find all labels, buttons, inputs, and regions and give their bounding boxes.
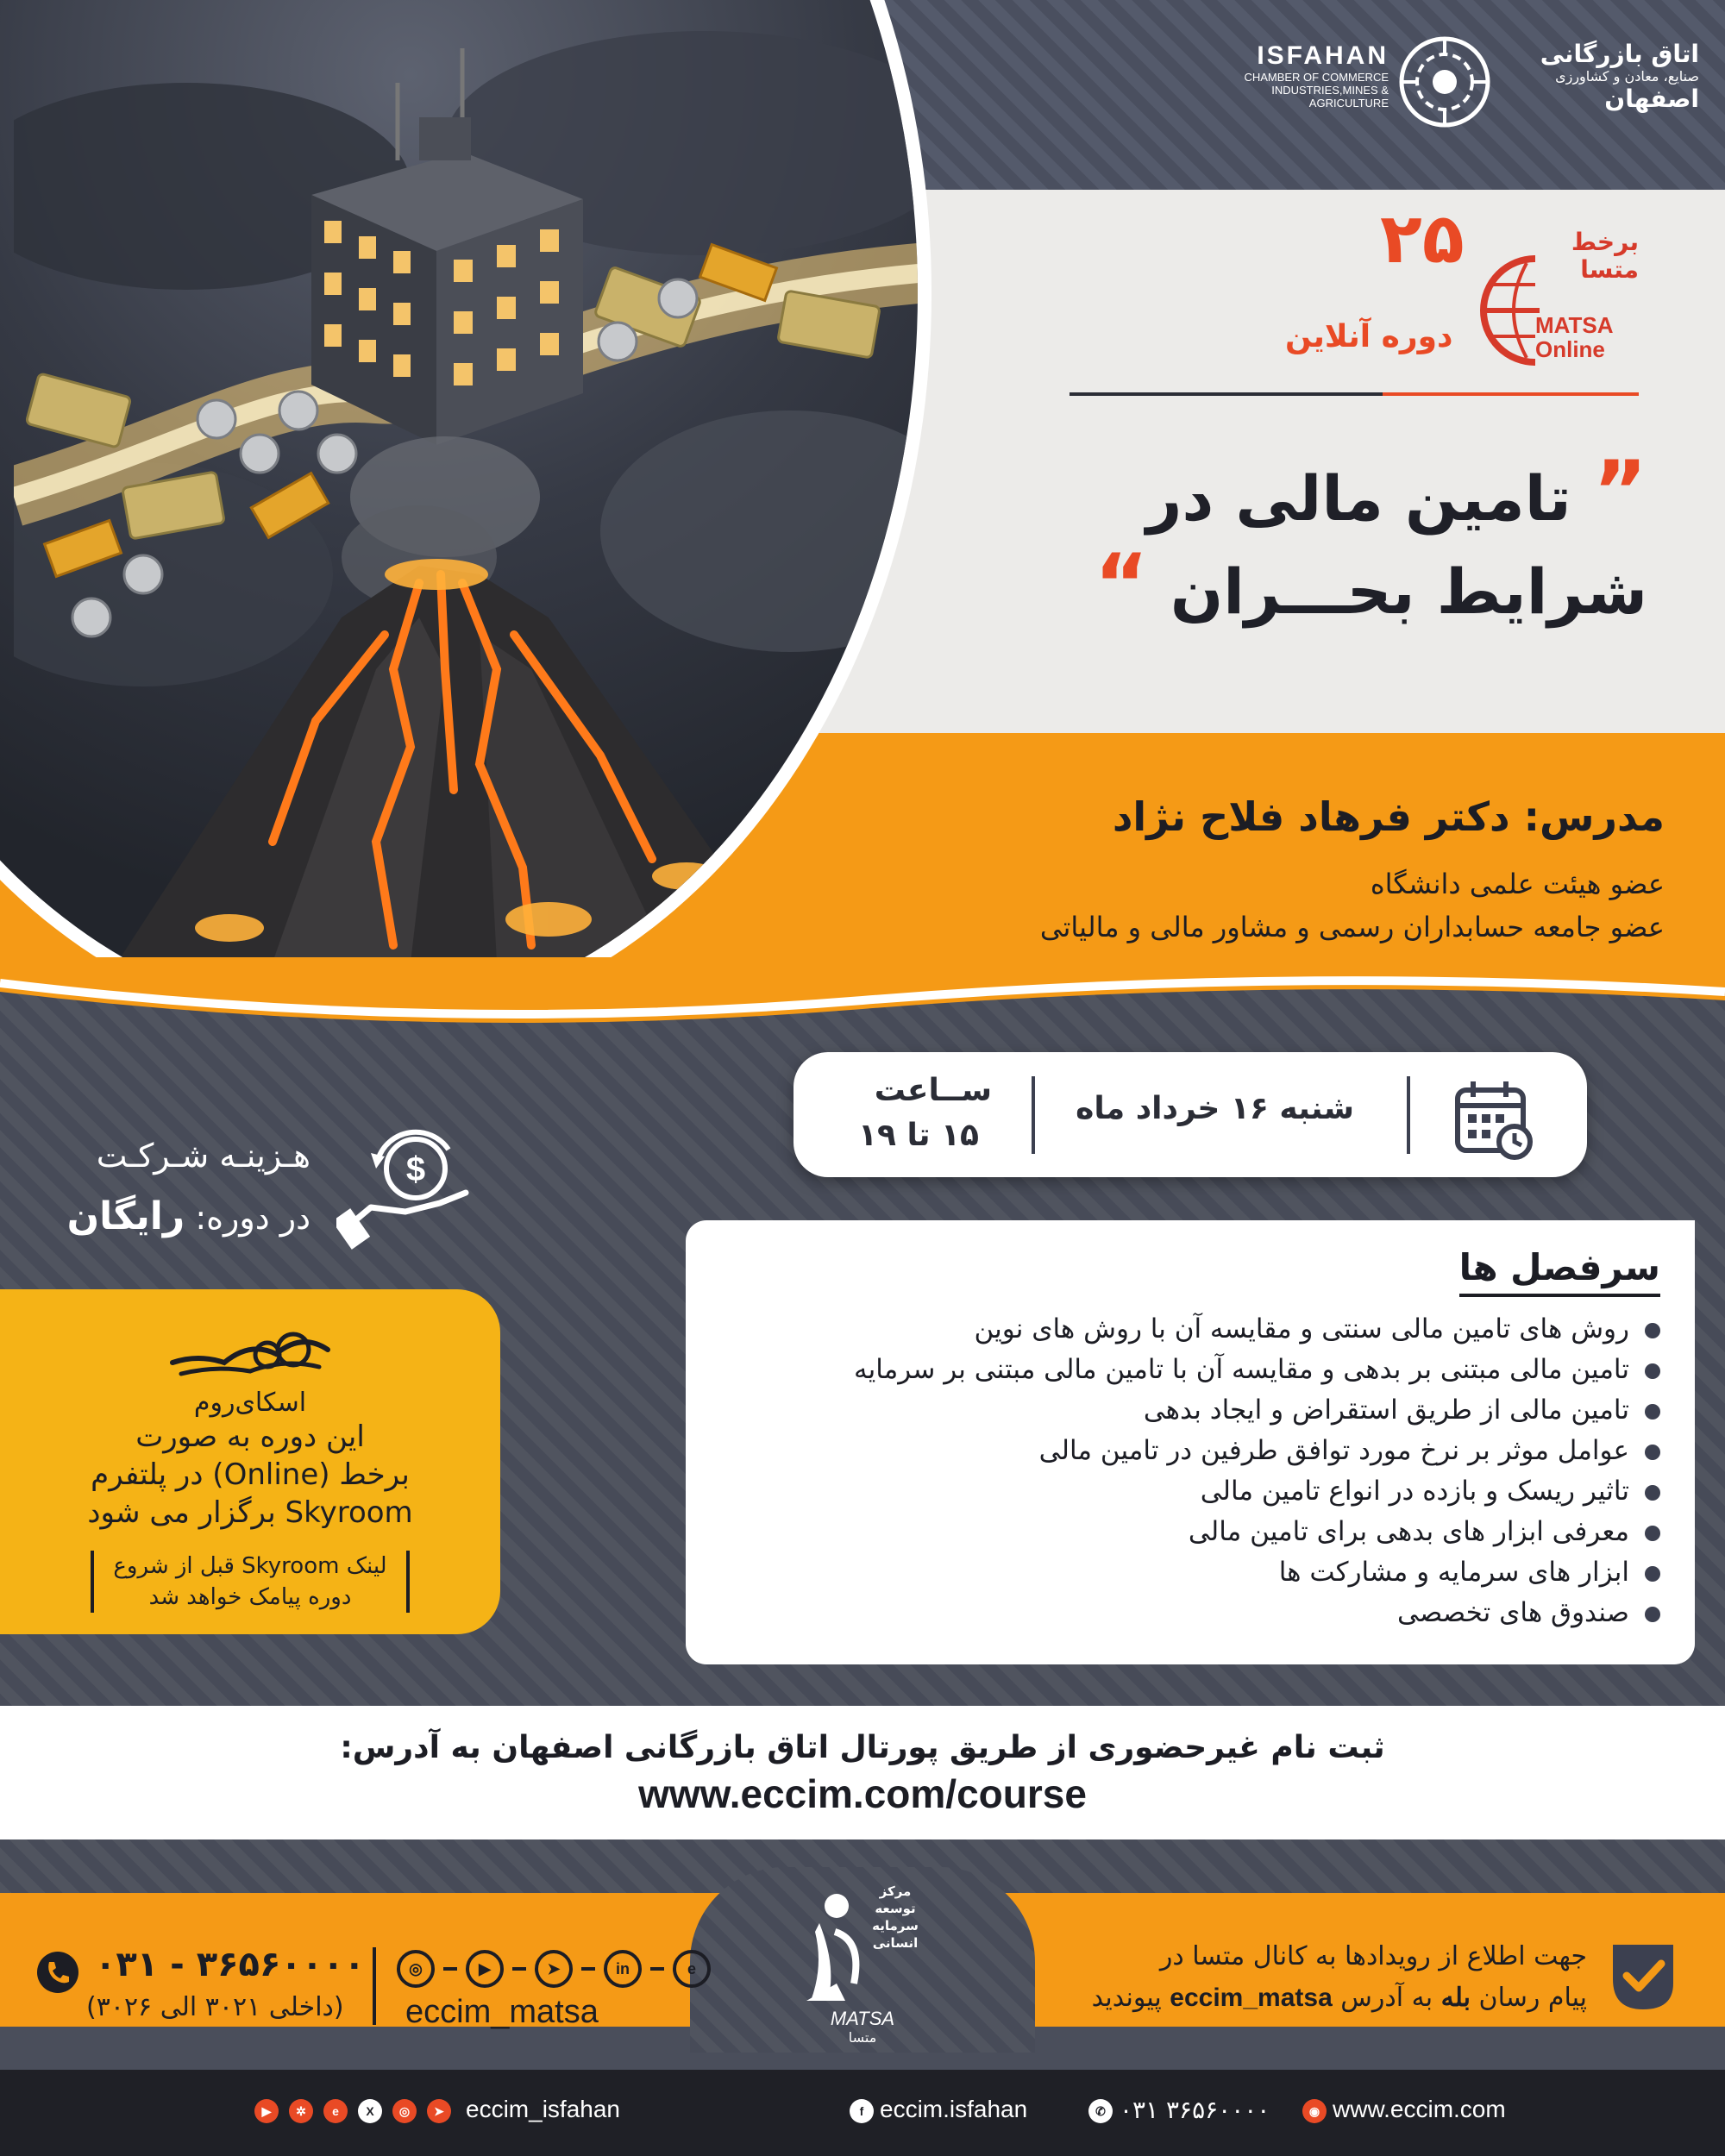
list-item: تاثیر ریسک و بازده در انواع تامین مالی <box>720 1471 1660 1512</box>
channel-line2-a: پیام رسان <box>1478 1983 1587 2013</box>
center-logo-line2: توسعه <box>875 1901 916 1916</box>
connector <box>512 1967 526 1971</box>
list-item: عوامل موثر بر نرخ مورد توافق طرفین در تامین مالی <box>720 1431 1660 1471</box>
calendar-clock-icon <box>1452 1078 1535 1161</box>
social-handle[interactable]: eccim_matsa <box>405 1994 599 2030</box>
title-divider <box>1070 392 1639 396</box>
matsa-en-line2: Online <box>1535 336 1605 362</box>
matsa-en-name <box>1535 313 1614 361</box>
episode-number: ۲۵ <box>1380 198 1465 279</box>
open-quote: ” <box>1592 443 1647 540</box>
youtube-icon[interactable]: ▶ <box>254 2099 279 2123</box>
connector <box>581 1967 595 1971</box>
schedule-divider <box>1032 1076 1035 1154</box>
fee-prefix: در دوره: <box>195 1199 310 1237</box>
registration-link[interactable]: www.eccim.com/course <box>638 1771 1087 1816</box>
syllabus-card <box>686 1220 1695 1664</box>
social-icons-row <box>397 1947 711 1990</box>
channel-messenger-name: بله <box>1440 1984 1471 2012</box>
money-hand-icon <box>336 1125 474 1255</box>
matsa-center-logo <box>785 1871 940 2044</box>
chamber-latin-name <box>1216 41 1389 110</box>
telegram-icon[interactable]: ➤ <box>535 1950 573 1988</box>
skyroom-fa-name: اسکای‌روم <box>193 1388 307 1418</box>
telegram-icon[interactable]: ➤ <box>427 2099 451 2123</box>
instructor-block <box>906 793 1665 949</box>
center-logo-fa: متسا <box>848 2029 877 2044</box>
chamber-emblem-icon <box>1397 34 1492 129</box>
instagram-icon[interactable]: ◎ <box>397 1950 435 1988</box>
instructor-role-1: عضو هیئت علمی دانشگاه <box>1370 868 1665 900</box>
fee-label: هـزینـه شـرکـت <box>96 1137 310 1175</box>
syllabus-title: سرفصل ها <box>1459 1246 1660 1297</box>
chamber-persian-name <box>1501 40 1699 113</box>
matsa-online-logo <box>1475 229 1647 375</box>
footer-facebook[interactable]: eccim.isfahan <box>880 2096 1028 2122</box>
title-line1: تامین مالی در <box>1145 462 1571 535</box>
hero-image <box>0 0 932 1035</box>
phone-extension: (داخلی ۳۰۲۱ الی ۳۰۲۶) <box>86 1992 344 2022</box>
section-wave <box>0 957 1725 1035</box>
channel-line1: جهت اطلاع از رویدادها به کانال متسا در <box>1159 1941 1587 1971</box>
time-label: ســاعت <box>874 1073 992 1108</box>
center-logo-en: MATSA <box>830 2008 895 2029</box>
chamber-fa-line1: اتاق بازرگانی <box>1540 40 1699 68</box>
list-item: تامین مالی مبتنی بر بدهی و مقایسه آن با تامین مالی مبتنی بر سرمایه <box>720 1350 1660 1390</box>
svg-text:$: $ <box>405 1150 426 1188</box>
channel-info <box>1018 1936 1587 2019</box>
globe-icon <box>1475 246 1544 375</box>
registration-text: ثبت نام غیرحضوری از طریق پورتال اتاق بازرگانی اصفهان به آدرس: <box>340 1730 1385 1765</box>
skyroom-cloud-icon <box>164 1324 336 1384</box>
whatsapp-icon[interactable]: ✆ <box>1088 2099 1113 2123</box>
registration-band <box>0 1706 1725 1839</box>
instagram-icon[interactable]: ◎ <box>392 2099 417 2123</box>
phone-number[interactable]: ۰۳۱ - ۳۶۵۶۰۰۰۰ <box>95 1945 366 1984</box>
course-date: شنبه ۱۶ خرداد ماه <box>1076 1091 1354 1126</box>
matsa-fa-line1: برخط <box>1571 228 1639 256</box>
x-icon[interactable]: X <box>358 2099 382 2123</box>
chamber-fa-line3: اصفهان <box>1604 85 1699 113</box>
list-item: ابزار های سرمایه و مشارکت ها <box>720 1552 1660 1593</box>
instructor-role-2: عضو جامعه حسابداران رسمی و مشاور مالی و مالیاتی <box>1039 911 1665 943</box>
online-course-label: دوره آنلاین <box>1285 319 1453 354</box>
eitaa-icon[interactable]: e <box>673 1950 711 1988</box>
youtube-icon[interactable]: ▶ <box>466 1950 504 1988</box>
matsa-en-line1: MATSA <box>1535 312 1614 338</box>
skyroom-note-2: دوره پیامک خواهد شد <box>148 1584 352 1610</box>
schedule-divider <box>1407 1076 1410 1154</box>
bale-messenger-icon[interactable] <box>1604 1936 1682 2014</box>
center-logo-line4: انسانی <box>872 1935 919 1951</box>
channel-line2-e: پیوندید <box>1091 1983 1162 2013</box>
skyroom-note-1: لینک Skyroom قبل از شروع <box>113 1553 387 1579</box>
close-quote: “ <box>1094 536 1149 633</box>
skyroom-line-2: برخط (Online) در پلتفرم <box>91 1457 410 1492</box>
title-line2: شرایط بحـــران <box>1170 555 1647 628</box>
footer-bar <box>0 2070 1725 2156</box>
skyroom-note <box>91 1551 410 1613</box>
channel-handle[interactable]: eccim_matsa <box>1170 1984 1333 2012</box>
phone-icon <box>36 1951 79 1994</box>
matsa-fa-line2: متسا <box>1580 255 1639 284</box>
chamber-fa-line2: صنایع، معادن و کشاورزی <box>1555 68 1699 85</box>
time-range: ۱۵ تا ۱۹ <box>857 1118 979 1153</box>
volcano-building-illustration <box>14 14 932 1031</box>
course-title <box>992 443 1647 635</box>
instructor-name: مدرس: دکتر فرهاد فلاح نژاد <box>1112 793 1665 840</box>
footer-website[interactable]: www.eccim.com <box>1333 2096 1506 2122</box>
skyroom-card <box>0 1289 500 1634</box>
skyroom-line-3: Skyroom برگزار می شود <box>87 1495 413 1530</box>
syllabus-list <box>720 1309 1660 1633</box>
list-item: صندوق های تخصصی <box>720 1593 1660 1633</box>
eitaa-icon[interactable]: e <box>323 2099 348 2123</box>
schedule-pill <box>794 1052 1587 1177</box>
web-icon[interactable]: ◉ <box>1302 2099 1327 2123</box>
footer-isfahan-handle[interactable]: eccim_isfahan <box>466 2096 620 2122</box>
footer-phone[interactable]: ۰۳۱ ۳۶۵۶۰۰۰۰ <box>1120 2096 1270 2124</box>
list-item: روش های تامین مالی سنتی و مقایسه آن با روش های نوین <box>720 1309 1660 1350</box>
chamber-logo <box>1216 34 1699 138</box>
linkedin-icon[interactable]: in <box>604 1950 642 1988</box>
chamber-latin-title: ISFAHAN <box>1257 41 1389 70</box>
chamber-latin-sub1: CHAMBER OF COMMERCE <box>1244 71 1389 84</box>
contact-divider <box>373 1947 376 2025</box>
connector <box>443 1967 457 1971</box>
list-item: معرفی ابزار های بدهی برای تامین مالی <box>720 1512 1660 1552</box>
chamber-latin-sub2: INDUSTRIES,MINES & AGRICULTURE <box>1271 84 1389 110</box>
center-logo-line3: سرمایه <box>872 1918 919 1934</box>
connector <box>650 1967 664 1971</box>
fee-amount: رایگان <box>66 1194 185 1238</box>
skyroom-line-1: این دوره به صورت <box>135 1420 365 1454</box>
list-item: تامین مالی از طریق استقراض و ایجاد بدهی <box>720 1390 1660 1431</box>
aparat-icon[interactable]: ✲ <box>289 2099 313 2123</box>
facebook-icon[interactable]: f <box>850 2099 874 2123</box>
channel-line2-c: به آدرس <box>1340 1983 1433 2013</box>
fee-value <box>52 1194 310 1238</box>
center-logo-line1: مرکز <box>879 1883 912 1899</box>
